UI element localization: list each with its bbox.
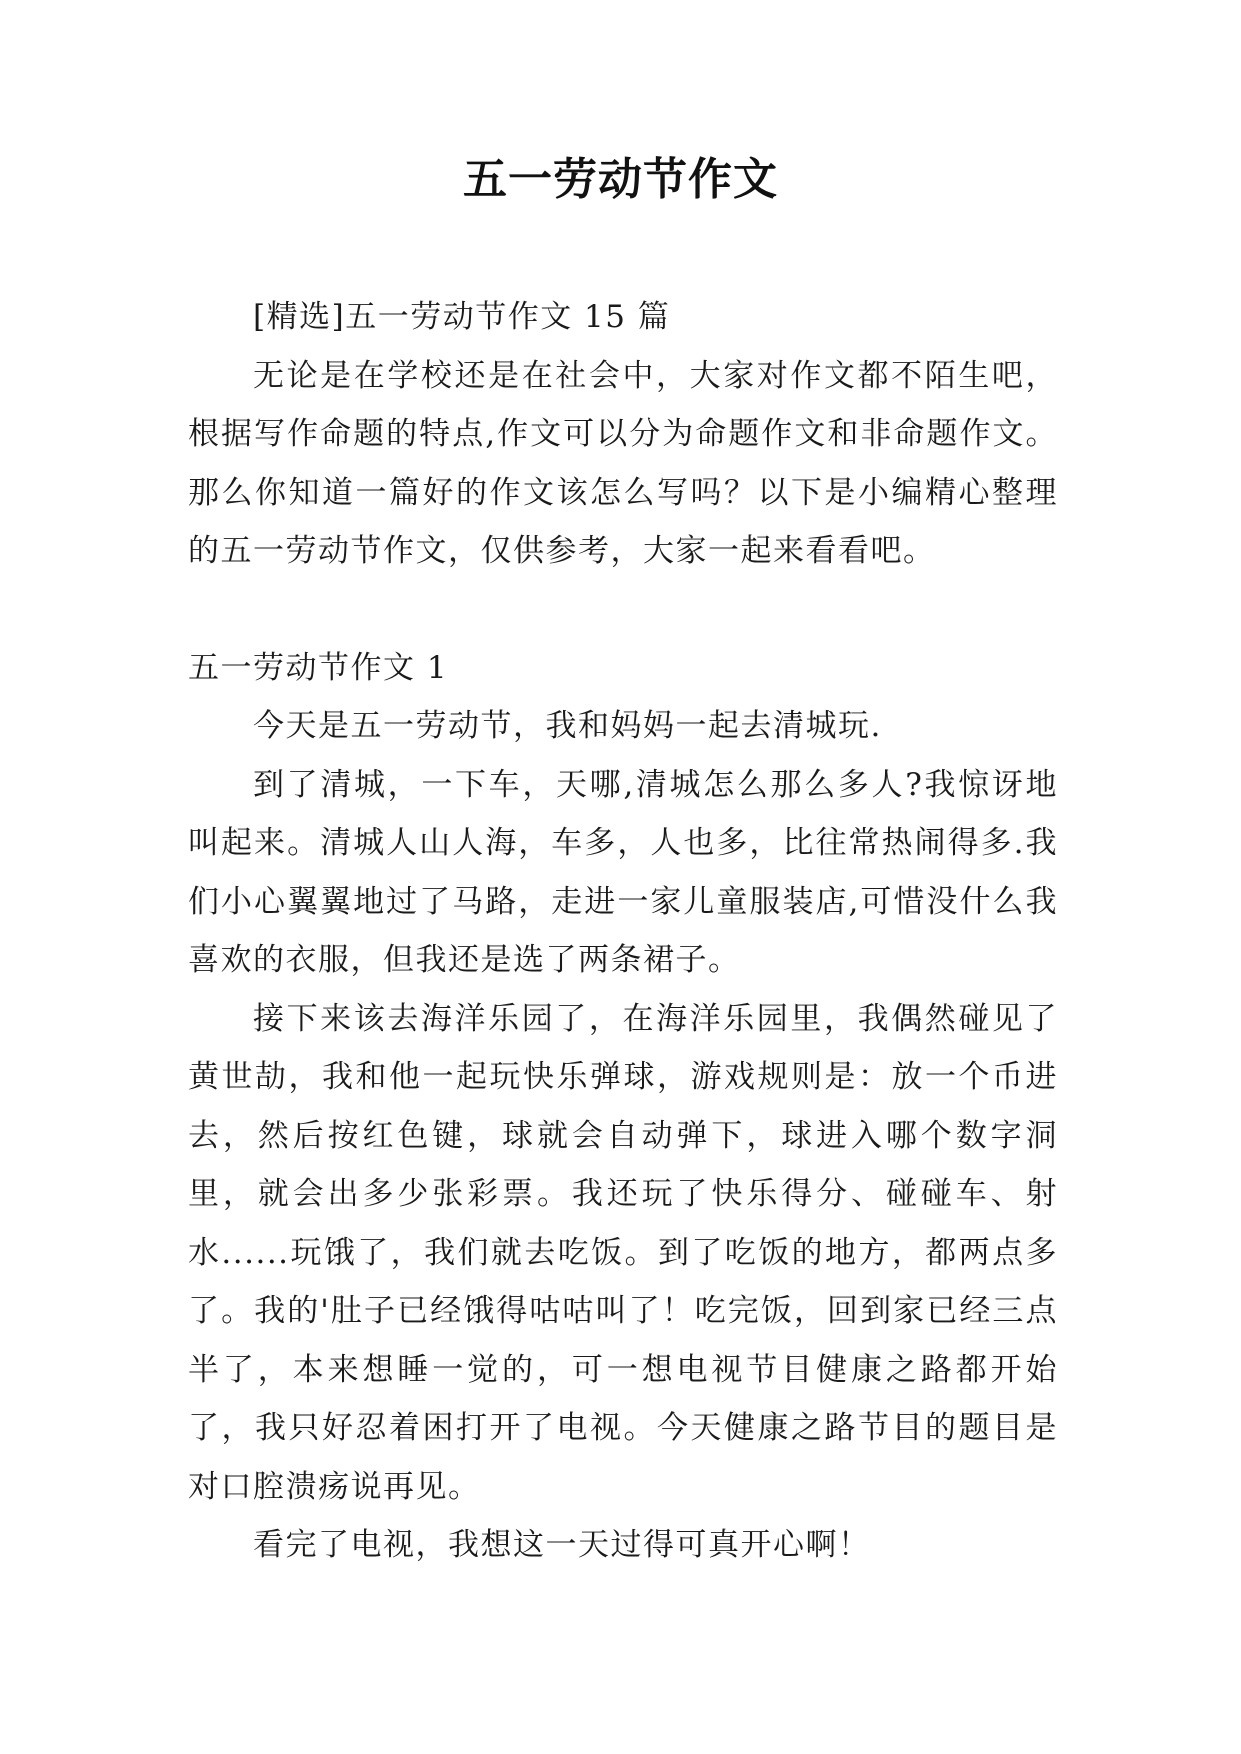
section-heading: 五一劳动节作文 1 bbox=[188, 649, 449, 686]
paragraph-1: 今天是五一劳动节，我和妈妈一起去清城玩. bbox=[253, 708, 882, 744]
section-gap bbox=[188, 581, 1058, 639]
document-title: 五一劳动节作文 bbox=[463, 154, 778, 205]
document-body bbox=[188, 288, 1058, 1575]
subtitle-line: [精选]五一劳动节作文 15 篇 bbox=[253, 299, 671, 335]
paragraph-2: 到了清城，一下车，天哪,清城怎么那么多人?我惊讶地叫起来。清城人山人海，车多，人也多，比往常热闹得多.我们小心翼翼地过了马路，走进一家儿童服装店,可惜没什么我喜欢的衣服，但我还是选了两条裙子。 bbox=[188, 766, 1058, 978]
intro-paragraph: 无论是在学校还是在社会中，大家对作文都不陌生吧，根据写作命题的特点,作文可以分为命题作文和非命题作文。那么你知道一篇好的作文该怎么写吗？以下是小编精心整理的五一劳动节作文，仅供参考，大家一起来看看吧。 bbox=[188, 357, 1058, 569]
paragraph-3: 接下来该去海洋乐园了，在海洋乐园里，我偶然碰见了黄世劼，我和他一起玩快乐弹球，游戏规则是：放一个币进去，然后按红色键，球就会自动弹下，球进入哪个数字洞里，就会出多少张彩票。我还玩了快乐得分、碰碰车、射水......玩饿了，我们就去吃饭。到了吃饭的地方，都两点多了。我的'肚子已经饿得咕咕叫了！吃完饭，回到家已经三点半了，本来想睡一觉的，可一想电视节目健康之路都开始了，我只好忍着困打开了电视。今天健康之路节目的题目是对口腔溃疡说再见。 bbox=[188, 1000, 1058, 1505]
paragraph-4: 看完了电视，我想这一天过得可真开心啊！ bbox=[253, 1527, 871, 1563]
